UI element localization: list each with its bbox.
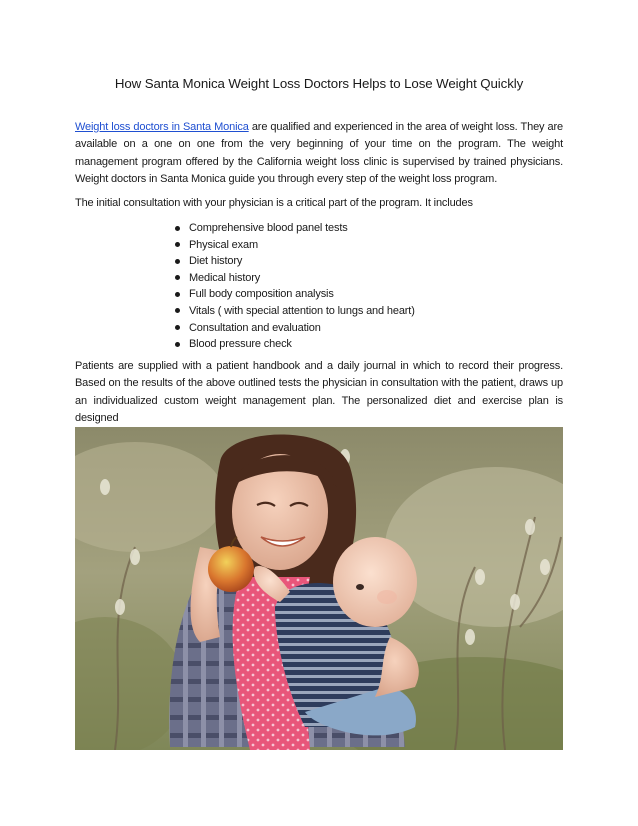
bullet-icon (175, 342, 180, 347)
consultation-paragraph: The initial consultation with your physician is a critical part of the program. It includes (75, 197, 473, 209)
bullet-icon (175, 242, 180, 247)
bullet-icon (175, 259, 180, 264)
bullet-icon (175, 226, 180, 231)
list-item: Medical history (175, 270, 415, 287)
intro-paragraph-text: are qualified and experienced in the area of weight loss. They are available on a one on one from the very beginning of your time on the program. The weight management program offered by the California weight loss clinic is supervised by trained physicians. Weight doctors in Santa Monica guide you through every step of the weight loss program. (75, 121, 563, 185)
weight-loss-doctors-link[interactable]: Weight loss doctors in Santa Monica (75, 121, 249, 133)
intro-paragraph (75, 119, 563, 188)
list-item: Vitals ( with special attention to lungs and heart) (175, 303, 415, 320)
list-item: Physical exam (175, 237, 415, 254)
list-item: Full body composition analysis (175, 286, 415, 303)
plan-paragraph: Patients are supplied with a patient handbook and a daily journal in which to record their progress. Based on the results of the above outlined tests the physician in consultation with the patient, draws up an individualized custom weight management plan. The personalized diet and exercise plan is designed (75, 360, 563, 424)
consultation-list (175, 220, 415, 353)
bullet-icon (175, 308, 180, 313)
bullet-icon (175, 292, 180, 297)
bullet-icon (175, 325, 180, 330)
list-item: Diet history (175, 253, 415, 270)
list-item: Consultation and evaluation (175, 320, 415, 337)
list-item: Blood pressure check (175, 336, 415, 353)
mother-and-baby-photo (75, 427, 563, 750)
bullet-icon (175, 275, 180, 280)
list-item: Comprehensive blood panel tests (175, 220, 415, 237)
document-title: How Santa Monica Weight Loss Doctors Helps to Lose Weight Quickly (114, 76, 524, 91)
